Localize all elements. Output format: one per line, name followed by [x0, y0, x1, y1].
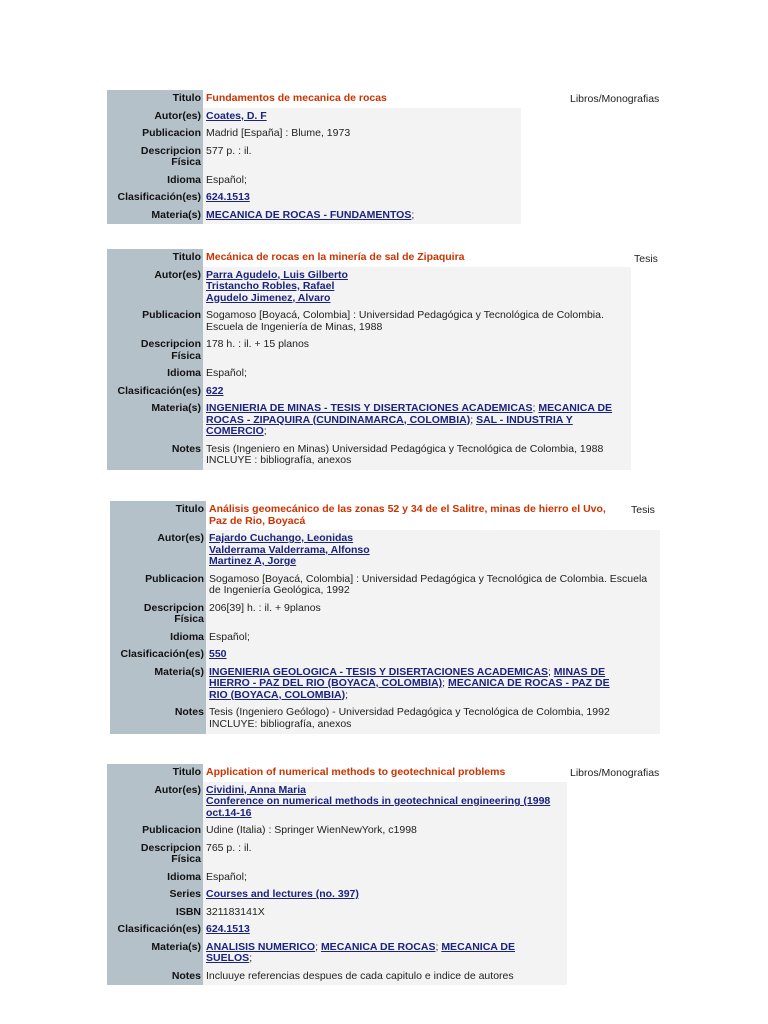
- series-label: Series: [107, 886, 203, 904]
- subjects-label: Materia(s): [110, 664, 206, 705]
- subject-link[interactable]: MINAS DE HIERRO - PAZ DEL RIO (BOYACA, COLOMBIA): [209, 665, 606, 689]
- notes-label: Notes: [107, 968, 203, 986]
- classification-label: Clasificación(es): [110, 646, 206, 664]
- language-label: Idioma: [107, 869, 203, 887]
- record-title: Fundamentos de mecanica de rocas: [206, 92, 387, 104]
- isbn-value: 321183141X: [203, 904, 567, 922]
- authors-label: Autor(es): [107, 782, 203, 823]
- classification-label: Clasificación(es): [107, 383, 203, 401]
- description-label: Descripcion Física: [110, 600, 206, 629]
- description-value: 206[39] h. : il. + 9planos: [206, 600, 660, 629]
- catalog-record-2: Titulo Mecánica de rocas en la minería de sal de Zipaquira Autor(es) Parra Agudelo, Luis Gilberto Tristancho Robles, Rafael Agudelo Jimenez, Alvaro Publicacion Sogamoso [Boyacá, Colombia] : Universidad Pedagógica y Tecnológica de Colombia. Escuela de Ingeniería de Minas, 1988 Descripcion Física 178 h. : il. + 15 planos Idioma Español; Clasificación(es) 622 Materia(s) INGENIERIA DE MINAS - TESIS Y DISERTACIONES ACADEMICAS; MECANICA DE ROCAS - ZIPAQUIRA (CUNDINAMARCA, COLOMBIA); SAL - INDUSTRIA Y COMERCIO; Notes Tesis (Ingeniero en Minas) Universidad Pedagógica y Tecnológica de Colombia, 1988 INCLUYE : bibliografía, anexos: [107, 249, 631, 470]
- authors-label: Autor(es): [107, 267, 203, 308]
- notes-line: Incluuye referencias despues de cada capitulo e indice de autores: [203, 968, 567, 986]
- publication-label: Publicacion: [107, 125, 203, 143]
- record-title: Application of numerical methods to geotechnical problems: [206, 766, 506, 778]
- subject-link[interactable]: MECANICA DE ROCAS - ZIPAQUIRA (CUNDINAMARCA, COLOMBIA): [206, 402, 613, 426]
- notes-label: Notes: [110, 704, 206, 734]
- description-label: Descripcion Física: [107, 143, 203, 172]
- publication-label: Publicacion: [110, 571, 206, 600]
- classification-link[interactable]: 550: [209, 648, 227, 660]
- subject-link[interactable]: MECANICA DE ROCAS: [320, 940, 436, 953]
- description-label: Descripcion Física: [107, 840, 203, 869]
- title-label: Titulo: [107, 764, 203, 782]
- publication-value: Sogamoso [Boyacá, Colombia] : Universidad Pedagógica y Tecnológica de Colombia. Escuela de Ingeniería de Minas, 1988: [203, 307, 631, 336]
- language-label: Idioma: [110, 629, 206, 647]
- record-title: Mecánica de rocas en la minería de sal de Zipaquira: [206, 251, 465, 263]
- author-link[interactable]: Parra Agudelo, Luis Gilberto: [206, 268, 348, 281]
- record-type: Libros/Monografias: [570, 93, 660, 105]
- subjects-label: Materia(s): [107, 939, 203, 968]
- authors-label: Autor(es): [110, 530, 206, 571]
- subject-link[interactable]: INGENIERIA GEOLOGICA - TESIS Y DISERTACIONES ACADEMICAS: [209, 665, 548, 678]
- classification-link[interactable]: 622: [206, 384, 224, 397]
- description-value: 577 p. : il.: [203, 143, 521, 172]
- language-label: Idioma: [107, 365, 203, 383]
- language-label: Idioma: [107, 172, 203, 190]
- subject-link[interactable]: ANALISIS NUMERICO: [206, 940, 316, 953]
- author-link[interactable]: Conference on numerical methods in geotechnical engineering (1998 oct.14-16: [206, 795, 551, 819]
- subject-link[interactable]: INGENIERIA DE MINAS - TESIS Y DISERTACIONES ACADEMICAS: [206, 402, 533, 414]
- subjects-label: Materia(s): [107, 400, 203, 441]
- catalog-record-3: Titulo Análisis geomecánico de las zonas 52 y 34 de el Salitre, minas de hierro el Uvo, Paz de Rio, Boyacá Autor(es) Fajardo Cuchango, Leonidas Valderrama Valderrama, Alfonso Martinez A, Jorge Publicacion Sogamoso [Boyacá, Colombia] : Universidad Pedagógica y Tecnológica de Colombia. Escuela de Ingeniería Geológica, 1992 Descripcion Física 206[39] h. : il. + 9planos Idioma Español; Clasificación(es) 550 Materia(s) INGENIERIA GEOLOGICA - TESIS Y DISERTACIONES ACADEMICAS; MINAS DE HIERRO - PAZ DEL RIO (BOYACA, COLOMBIA); MECANICA DE ROCAS - PAZ DE RIO (BOYACA, COLOMBIA); Notes Tesis (Ingeniero Geólogo) - Universidad Pedagógica y Tecnológica de Colombia, 1992 INCLUYE: bibliografía, anexos: [110, 501, 660, 734]
- series-link[interactable]: Courses and lectures (no. 397): [206, 888, 359, 900]
- author-link[interactable]: Tristancho Robles, Rafael: [206, 280, 335, 292]
- isbn-label: ISBN: [107, 904, 203, 922]
- classification-link[interactable]: 624.1513: [206, 923, 250, 935]
- catalog-record-4: Titulo Application of numerical methods to geotechnical problems Autor(es) Cividini, Anna Maria Conference on numerical methods in geotechnical engineering (1998 oct.14-16 Publicacion Udine (Italia) : Springer WienNewYork, c1998 Descripcion Física 765 p. : il. Idioma Español; Series Courses and lectures (no. 397) ISBN 321183141X Clasificación(es) 624.1513 Materia(s) ANALISIS NUMERICO; MECANICA DE ROCAS; MECANICA DE SUELOS; Notes Incluuye referencias despues de cada capitulo e indice de autores: [107, 764, 567, 985]
- language-value: Español;: [203, 869, 567, 887]
- notes-line: Tesis (Ingeniero Geólogo) - Universidad Pedagógica y Tecnológica de Colombia, 1992: [209, 706, 610, 718]
- classification-label: Clasificación(es): [107, 189, 203, 207]
- publication-value: Udine (Italia) : Springer WienNewYork, c1998: [203, 822, 567, 840]
- author-link[interactable]: Cividini, Anna Maria: [206, 783, 306, 796]
- title-label: Titulo: [107, 90, 203, 108]
- author-link[interactable]: Valderrama Valderrama, Alfonso: [209, 543, 370, 556]
- notes-line: INCLUYE: bibliografía, anexos: [209, 717, 352, 730]
- language-value: Español;: [203, 172, 521, 190]
- publication-value: Madrid [España] : Blume, 1973: [203, 125, 521, 143]
- catalog-record-1: Titulo Fundamentos de mecanica de rocas Autor(es) Coates, D. F Publicacion Madrid [España] : Blume, 1973 Descripcion Física 577 p. : il. Idioma Español; Clasificación(es) 624.1513 Materia(s) MECANICA DE ROCAS - FUNDAMENTOS;: [107, 90, 521, 224]
- title-label: Titulo: [110, 501, 206, 530]
- title-label: Titulo: [107, 249, 203, 267]
- record-title: Análisis geomecánico de las zonas 52 y 34 de el Salitre, minas de hierro el Uvo, Paz de Rio, Boyacá: [209, 503, 606, 527]
- record-type: Tesis: [634, 253, 658, 265]
- language-value: Español;: [203, 365, 631, 383]
- classification-link[interactable]: 624.1513: [206, 191, 250, 203]
- notes-line: INCLUYE : bibliografía, anexos: [206, 454, 352, 466]
- subject-link[interactable]: MECANICA DE ROCAS - FUNDAMENTOS: [206, 208, 412, 221]
- subject-link[interactable]: MECANICA DE ROCAS - PAZ DE RIO (BOYACA, COLOMBIA): [209, 677, 610, 701]
- description-value: 765 p. : il.: [203, 840, 567, 869]
- publication-label: Publicacion: [107, 822, 203, 840]
- notes-line: Tesis (Ingeniero en Minas) Universidad Pedagógica y Tecnológica de Colombia, 1988: [206, 442, 604, 455]
- author-link[interactable]: Fajardo Cuchango, Leonidas: [209, 532, 354, 544]
- publication-label: Publicacion: [107, 307, 203, 336]
- description-value: 178 h. : il. + 15 planos: [203, 336, 631, 365]
- subjects-label: Materia(s): [107, 207, 203, 225]
- author-link[interactable]: Agudelo Jimenez, Alvaro: [206, 291, 331, 304]
- author-link[interactable]: Coates, D. F: [206, 109, 267, 122]
- author-link[interactable]: Martinez A, Jorge: [209, 555, 297, 567]
- notes-label: Notes: [107, 441, 203, 470]
- record-type: Tesis: [631, 504, 655, 516]
- description-label: Descripcion Física: [107, 336, 203, 365]
- language-value: Español;: [206, 629, 660, 647]
- publication-value: Sogamoso [Boyacá, Colombia] : Universidad Pedagógica y Tecnológica de Colombia. Escuela de Ingeniería Geológica, 1992: [206, 571, 660, 600]
- authors-label: Autor(es): [107, 108, 203, 126]
- record-type: Libros/Monografias: [570, 767, 660, 779]
- subject-link[interactable]: MECANICA DE SUELOS: [206, 940, 516, 964]
- classification-label: Clasificación(es): [107, 921, 203, 939]
- subject-link[interactable]: SAL - INDUSTRIA Y COMERCIO: [206, 413, 573, 437]
